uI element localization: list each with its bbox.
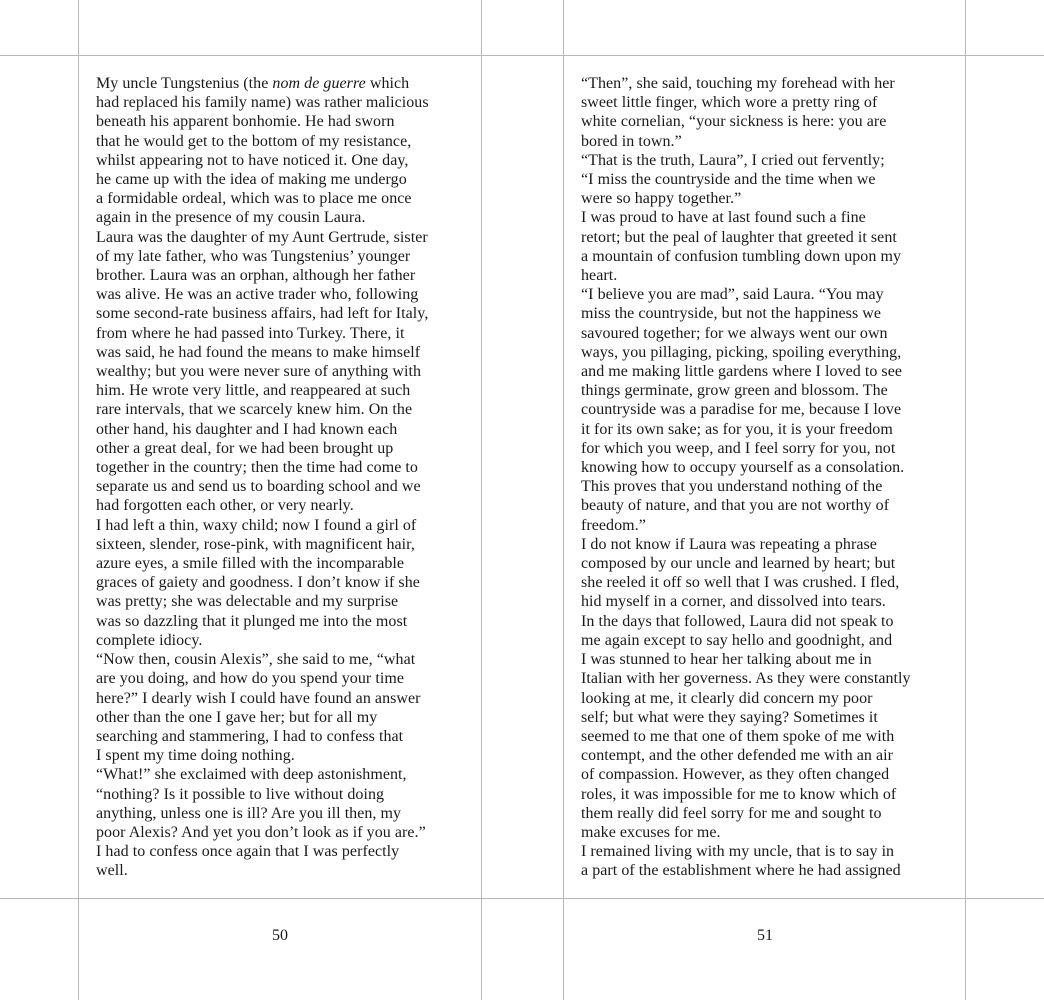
text-line: are you doing, and how do you spend your time xyxy=(96,670,404,688)
paragraph xyxy=(581,285,951,535)
paragraph xyxy=(581,151,951,209)
text-line: together in the country; then the time had come to xyxy=(96,459,418,477)
paragraph xyxy=(581,612,951,842)
text-line: My uncle Tungstenius (the nom de guerre which xyxy=(96,75,410,92)
text-line: miss the countryside, but not the happiness we xyxy=(581,305,882,323)
text-line: “That is the truth, Laura”, I cried out fervently; xyxy=(581,151,885,169)
paragraph xyxy=(581,208,951,285)
text-line: “nothing? Is it possible to live without doing xyxy=(96,785,385,803)
text-line: had replaced his family name) was rather malicious xyxy=(96,94,429,112)
text-line: things germinate, grow green and blossom. The xyxy=(581,382,888,400)
text-line: In the days that followed, Laura did not speak to xyxy=(581,612,894,630)
text-line: seemed to me that one of them spoke of me with xyxy=(581,727,895,745)
text-line: of my late father, who was Tungstenius’ younger xyxy=(96,247,411,265)
text-line: I had left a thin, waxy child; now I found a girl of xyxy=(96,516,417,534)
text-line: beauty of nature, and that you are not worthy of xyxy=(581,497,890,515)
text-line: was pretty; she was delectable and my surprise xyxy=(96,593,399,611)
text-line: some second-rate business affairs, had left for Italy, xyxy=(96,305,429,323)
text-line: heart. xyxy=(581,267,618,285)
text-line: knowing how to occupy yourself as a consolation. xyxy=(581,459,905,477)
paragraph xyxy=(96,228,466,516)
text-line: a formidable ordeal, which was to place me once xyxy=(96,190,412,208)
text-line: sixteen, slender, rose-pink, with magnificent hair, xyxy=(96,535,415,553)
text-line: separate us and send us to boarding school and we xyxy=(96,478,421,496)
text-line: hid myself in a corner, and dissolved into tears. xyxy=(581,593,886,611)
text-line: I was proud to have at last found such a fine xyxy=(581,209,866,227)
text-line: a mountain of confusion tumbling down upon my xyxy=(581,247,901,265)
text-line: I do not know if Laura was repeating a phrase xyxy=(581,535,877,553)
left-page-body xyxy=(96,74,466,881)
text-line: looking at me, it clearly did concern my poor xyxy=(581,689,873,707)
text-line: again in the presence of my cousin Laura. xyxy=(96,209,366,227)
page-number-right: 51 xyxy=(757,927,773,944)
text-line: a part of the establishment where he had assigned xyxy=(581,862,901,880)
text-line: was said, he had found the means to make himself xyxy=(96,343,421,361)
paragraph xyxy=(96,842,466,880)
text-line: whilst appearing not to have noticed it. One day, xyxy=(96,151,409,169)
text-line: azure eyes, a smile filled with the incomparable xyxy=(96,555,405,573)
text-line: I spent my time doing nothing. xyxy=(96,747,295,765)
text-line: he came up with the idea of making me undergo xyxy=(96,171,407,189)
text-line: poor Alexis? And yet you don’t look as if you are.” xyxy=(96,823,426,841)
text-line: I had to confess once again that I was perfectly xyxy=(96,843,400,861)
crop-line-top xyxy=(0,55,1044,56)
text-line: I remained living with my uncle, that is to say in xyxy=(581,843,895,861)
page-number-left: 50 xyxy=(272,927,288,944)
paragraph xyxy=(581,535,951,612)
text-line: wealthy; but you were never sure of anything with xyxy=(96,363,422,381)
text-line: “I believe you are mad”, said Laura. “You may xyxy=(581,286,884,304)
text-line: were so happy together.” xyxy=(581,190,742,208)
crop-line-right-inner xyxy=(563,0,564,1000)
crop-line-right-outer xyxy=(965,0,966,1000)
text-line: countryside was a paradise for me, because I love xyxy=(581,401,902,419)
text-line: was so dazzling that it plunged me into the most xyxy=(96,612,408,630)
text-line: retort; but the peal of laughter that greeted it sent xyxy=(581,228,897,246)
text-line: contempt, and the other defended me with an air xyxy=(581,747,894,765)
text-line: for which you weep, and I feel sorry for you, not xyxy=(581,439,896,457)
text-line: self; but what were they saying? Sometimes it xyxy=(581,708,878,726)
text-line: other hand, his daughter and I had known each xyxy=(96,420,398,438)
paragraph xyxy=(96,650,466,765)
text-line: “Then”, she said, touching my forehead with her xyxy=(581,75,895,92)
paragraph xyxy=(96,765,466,842)
text-line: This proves that you understand nothing of the xyxy=(581,478,883,496)
text-line: me again except to say hello and goodnight, and xyxy=(581,631,893,649)
crop-line-left-outer xyxy=(78,0,79,1000)
text-line: from where he had passed into Turkey. There, it xyxy=(96,324,405,342)
text-line: white cornelian, “your sickness is here: you are xyxy=(581,113,887,131)
text-line: “What!” she exclaimed with deep astonishment, xyxy=(96,766,407,784)
text-line: him. He wrote very little, and reappeared at such xyxy=(96,382,411,400)
paragraph xyxy=(96,74,466,228)
text-line: beneath his apparent bonhomie. He had sworn xyxy=(96,113,395,131)
text-line: searching and stammering, I had to confess that xyxy=(96,727,404,745)
text-line: well. xyxy=(96,862,128,880)
text-line: had forgotten each other, or very nearly. xyxy=(96,497,354,515)
text-line: was alive. He was an active trader who, following xyxy=(96,286,419,304)
text-line: it for its own sake; as for you, it is your freedom xyxy=(581,420,893,438)
text-line: other than the one I gave her; but for all my xyxy=(96,708,378,726)
paragraph xyxy=(96,516,466,650)
text-line: and me making little gardens where I loved to see xyxy=(581,363,903,381)
text-line: freedom.” xyxy=(581,516,646,534)
text-line: of compassion. However, as they often changed xyxy=(581,766,890,784)
paragraph xyxy=(581,842,951,880)
paragraph xyxy=(581,74,951,151)
text-line: that he would get to the bottom of my resistance, xyxy=(96,132,412,150)
text-line: Italian with her governess. As they were constantly xyxy=(581,670,911,688)
text-line: rare intervals, that we scarcely knew him. On the xyxy=(96,401,413,419)
text-line: graces of gaiety and goodness. I don’t know if she xyxy=(96,574,420,592)
text-line: savoured together; for we always went our own xyxy=(581,324,888,342)
text-line: I was stunned to hear her talking about me in xyxy=(581,651,872,669)
text-line: them really did feel sorry for me and sought to xyxy=(581,804,882,822)
text-line: she reeled it off so well that I was crushed. I fled, xyxy=(581,574,900,592)
text-line: anything, unless one is ill? Are you ill then, my xyxy=(96,804,402,822)
text-line: Laura was the daughter of my Aunt Gertrude, sister xyxy=(96,228,428,246)
crop-line-left-inner xyxy=(481,0,482,1000)
text-line: other a great deal, for we had been brought up xyxy=(96,439,394,457)
text-line: composed by our uncle and learned by heart; but xyxy=(581,555,896,573)
text-line: brother. Laura was an orphan, although her father xyxy=(96,267,416,285)
text-line: roles, it was impossible for me to know which of xyxy=(581,785,897,803)
text-line: ways, you pillaging, picking, spoiling everything, xyxy=(581,343,902,361)
text-line: “Now then, cousin Alexis”, she said to me, “what xyxy=(96,651,416,669)
crop-line-bottom xyxy=(0,898,1044,899)
right-page-body xyxy=(581,74,951,881)
text-line: make excuses for me. xyxy=(581,823,721,841)
italic-phrase: nom de guerre xyxy=(272,75,366,92)
text-line: here?” I dearly wish I could have found an answer xyxy=(96,689,421,707)
text-line: complete idiocy. xyxy=(96,631,203,649)
text-line: sweet little finger, which wore a pretty ring of xyxy=(581,94,878,112)
text-line: bored in town.” xyxy=(581,132,682,150)
text-line: “I miss the countryside and the time when we xyxy=(581,171,876,189)
